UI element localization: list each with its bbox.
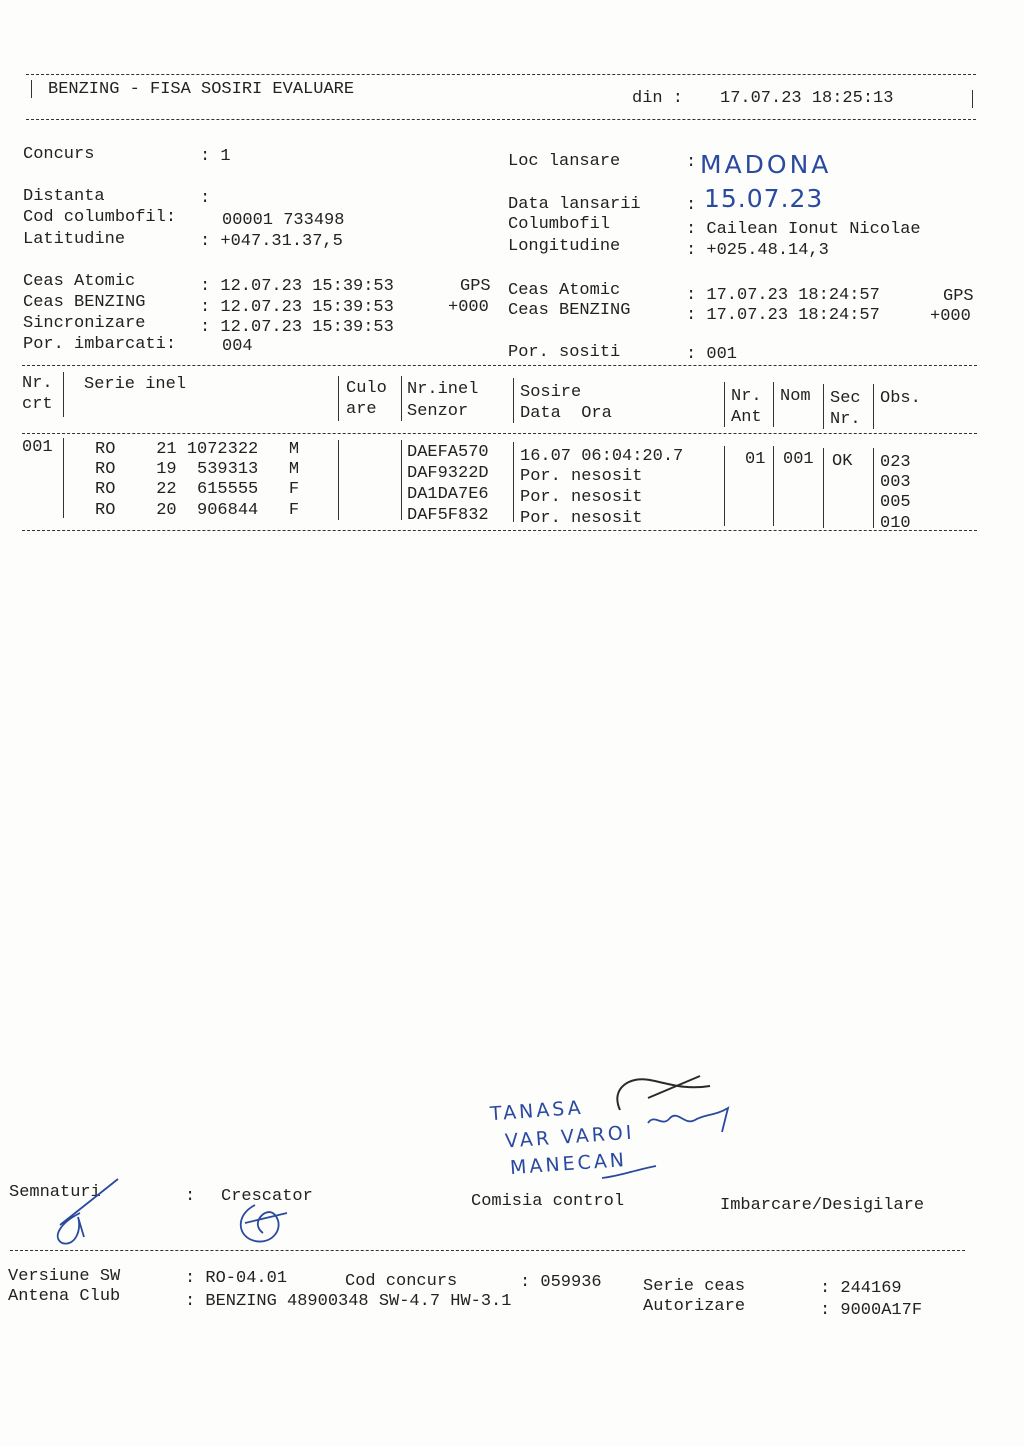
committee-name-handwritten: VAR VAROI <box>504 1121 636 1153</box>
header-sosire: Sosire <box>520 383 582 402</box>
header-sec-1: Sec <box>830 389 861 408</box>
data-lansarii-colon: : <box>686 196 697 215</box>
table-header-rule <box>22 433 977 434</box>
distanta-label: Distanta <box>23 187 105 206</box>
autorizare-label: Autorizare <box>643 1297 746 1316</box>
header-nom: Nom <box>780 387 811 406</box>
cell-obs: 010 <box>880 514 911 533</box>
din-value: 17.07.23 18:25:13 <box>720 89 894 108</box>
concurs-label: Concurs <box>23 145 95 164</box>
cell-senzor: DAF5F832 <box>407 506 489 525</box>
por-sositi-value: : 001 <box>686 345 738 364</box>
ceas-benzing-right-offset: +000 <box>930 307 971 326</box>
committee-signature <box>600 1068 740 1138</box>
ceas-atomic-right-source: GPS <box>943 287 974 306</box>
sincronizare-label: Sincronizare <box>23 314 146 333</box>
cell-obs: 023 <box>880 453 911 472</box>
concurs-value: : 1 <box>200 147 231 166</box>
ceas-atomic-right-value: : 17.07.23 18:24:57 <box>686 286 880 305</box>
col-sep <box>513 442 514 522</box>
header-data-ora: Data Ora <box>520 404 612 423</box>
loc-lansare-handwritten: MADONA <box>700 150 832 179</box>
cell-crt: 001 <box>22 438 53 457</box>
ceas-atomic-value: : 12.07.23 15:39:53 <box>200 277 394 296</box>
table-top-rule <box>22 365 977 366</box>
din-label: din : <box>632 89 684 108</box>
col-sep <box>873 448 874 528</box>
semnaturi-label: Semnaturi <box>9 1183 101 1202</box>
cell-senzor: DAEFA570 <box>407 443 489 462</box>
semnaturi-colon: : <box>185 1187 196 1206</box>
header-senzor: Senzor <box>407 402 469 421</box>
columbofil-label: Columbofil <box>508 215 611 234</box>
header-culo: Culo <box>346 379 387 398</box>
cell-senzor: DA1DA7E6 <box>407 485 489 504</box>
crescator-signature <box>225 1195 315 1255</box>
header-are: are <box>346 400 377 419</box>
latitudine-label: Latitudine <box>23 230 126 249</box>
cell-ring: RO 21 1072322 M <box>95 440 300 459</box>
ceas-atomic-right-label: Ceas Atomic <box>508 281 621 300</box>
ceas-atomic-source: GPS <box>460 277 491 296</box>
ceas-benzing-offset: +000 <box>448 298 489 317</box>
footer-rule <box>10 1250 965 1251</box>
comisia-label: Comisia control <box>471 1192 625 1211</box>
committee-name-handwritten: MANECAN <box>509 1148 628 1180</box>
cell-obs: 005 <box>880 493 911 512</box>
header-nr-ant-2: Ant <box>731 408 762 427</box>
cell-nom: 001 <box>783 450 814 469</box>
header-bottom-rule <box>26 119 976 120</box>
longitudine-label: Longitudine <box>508 237 621 256</box>
cell-obs: 003 <box>880 473 911 492</box>
ceas-benzing-right-label: Ceas BENZING <box>508 301 631 320</box>
ceas-atomic-label: Ceas Atomic <box>23 272 136 291</box>
cell-sosire: Por. nesosit <box>520 509 643 528</box>
autorizare-value: : 9000A17F <box>820 1301 923 1320</box>
data-lansarii-handwritten: 15.07.23 <box>704 184 824 213</box>
loc-lansare-colon: : <box>686 153 697 172</box>
cell-ring: RO 20 906844 F <box>95 501 300 520</box>
imbarcare-label: Imbarcare/Desigilare <box>720 1196 925 1215</box>
por-sositi-label: Por. sositi <box>508 343 621 362</box>
cod-concurs-label: Cod concurs <box>345 1272 458 1291</box>
col-sep <box>338 376 339 421</box>
header-nr: Nr. <box>22 374 53 393</box>
latitudine-value: : +047.31.37,5 <box>200 232 343 251</box>
table-bottom-rule <box>22 530 977 531</box>
cell-sosire: 16.07 06:04:20.7 <box>520 447 684 466</box>
header-right-bar <box>972 90 973 108</box>
col-sep <box>724 446 725 526</box>
serie-ceas-value: : 244169 <box>820 1279 902 1298</box>
ceas-benzing-label: Ceas BENZING <box>23 293 146 312</box>
header-serie-inel: Serie inel <box>84 375 187 394</box>
data-lansarii-label: Data lansarii <box>508 195 641 214</box>
col-sep <box>63 372 64 417</box>
columbofil-value: : Cailean Ionut Nicolae <box>686 220 921 239</box>
longitudine-value: : +025.48.14,3 <box>686 241 829 260</box>
header-obs: Obs. <box>880 389 921 408</box>
distanta-value: : <box>200 189 211 208</box>
antena-club-label: Antena Club <box>8 1287 121 1306</box>
committee-signature-tail <box>600 1160 660 1190</box>
col-sep <box>513 378 514 423</box>
crescator-label: Crescator <box>221 1187 313 1206</box>
cod-columbofil-label: Cod columbofil: <box>23 208 177 227</box>
report-title: BENZING - FISA SOSIRI EVALUARE <box>48 80 355 99</box>
sincronizare-value: : 12.07.23 15:39:53 <box>200 318 394 337</box>
cell-senzor: DAF9322D <box>407 464 489 483</box>
cell-nr-ant: 01 <box>745 450 766 469</box>
header-sec-2: Nr. <box>830 410 861 429</box>
col-sep <box>724 382 725 427</box>
header-crt: crt <box>22 395 53 414</box>
ceas-benzing-right-value: : 17.07.23 18:24:57 <box>686 306 880 325</box>
cod-concurs-value: : 059936 <box>520 1273 602 1292</box>
ceas-benzing-value: : 12.07.23 15:39:53 <box>200 298 394 317</box>
col-sep <box>338 440 339 520</box>
cell-ring: RO 19 539313 M <box>95 460 300 479</box>
antena-club-value: : BENZING 48900348 SW-4.7 HW-3.1 <box>185 1292 512 1311</box>
col-sep <box>873 384 874 429</box>
header-left-bar <box>31 80 32 98</box>
col-sep <box>773 446 774 526</box>
versiune-value: : RO-04.01 <box>185 1269 288 1288</box>
col-sep <box>63 438 64 518</box>
col-sep <box>401 440 402 520</box>
cell-ring: RO 22 615555 F <box>95 480 300 499</box>
header-nr-ant-1: Nr. <box>731 387 762 406</box>
semnaturi-signature <box>40 1175 130 1255</box>
cod-columbofil-value: 00001 733498 <box>222 211 345 230</box>
header-nr-inel: Nr.inel <box>407 380 479 399</box>
loc-lansare-label: Loc lansare <box>508 152 621 171</box>
col-sep <box>773 382 774 427</box>
por-imbarcati-label: Por. imbarcati: <box>23 335 177 354</box>
versiune-label: Versiune SW <box>8 1267 121 1286</box>
col-sep <box>401 376 402 421</box>
col-sep <box>823 448 824 528</box>
cell-sec: OK <box>832 452 853 471</box>
committee-name-handwritten: TANASA <box>489 1096 585 1126</box>
col-sep <box>823 384 824 429</box>
por-imbarcati-value: 004 <box>222 337 253 356</box>
serie-ceas-label: Serie ceas <box>643 1277 746 1296</box>
cell-sosire: Por. nesosit <box>520 467 643 486</box>
header-top-rule <box>26 74 976 75</box>
cell-sosire: Por. nesosit <box>520 488 643 507</box>
